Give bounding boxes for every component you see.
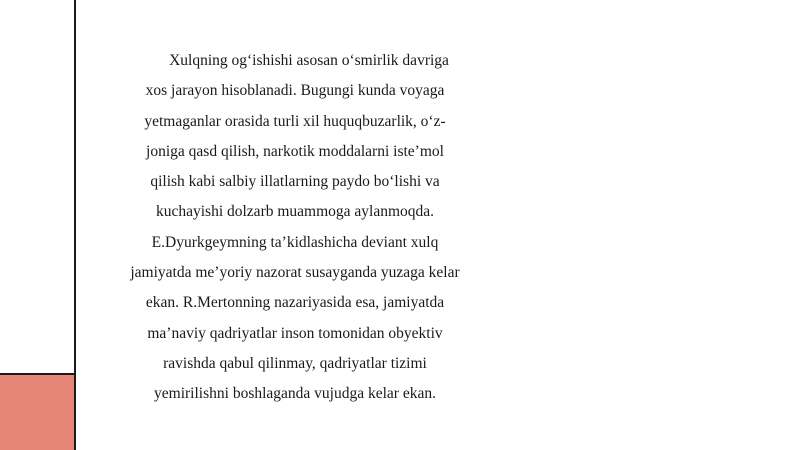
paragraph-line: yemirilishni boshlaganda vujudga kelar ekan.: [154, 385, 436, 403]
paragraph-line: qilish kabi salbiy illatlarning paydo bo‘lishi va: [150, 173, 440, 191]
paragraph-line: ravishda qabul qilinmay, qadriyatlar tizimi: [163, 354, 427, 372]
paragraph-line: Xulqning og‘ishishi asosan o‘smirlik davriga: [169, 52, 449, 69]
paragraph-line: yetmaganlar orasida turli xil huquqbuzarlik, o‘z-: [144, 112, 446, 130]
paragraph-line: E.Dyurkgeymning ta’kidlashicha deviant xulq: [151, 233, 439, 251]
paragraph-line: xos jarayon hisoblanadi. Bugungi kunda voyaga: [145, 82, 445, 100]
body-paragraph: [110, 46, 480, 410]
paragraph-line: ma’naviy qadriyatlar inson tomonidan obyektiv: [147, 324, 443, 342]
paragraph-line: ekan. R.Mertonning nazariyasida esa, jamiyatda: [145, 294, 445, 312]
paragraph-line: kuchayishi dolzarb muammoga aylanmoqda.: [155, 203, 435, 221]
paragraph-line: jamiyatda me’yoriy nazorat susayganda yuzaga kelar: [130, 264, 460, 282]
paragraph-line: joniga qasd qilish, narkotik moddalarni iste’mol: [146, 142, 444, 160]
accent-block: [0, 373, 76, 450]
